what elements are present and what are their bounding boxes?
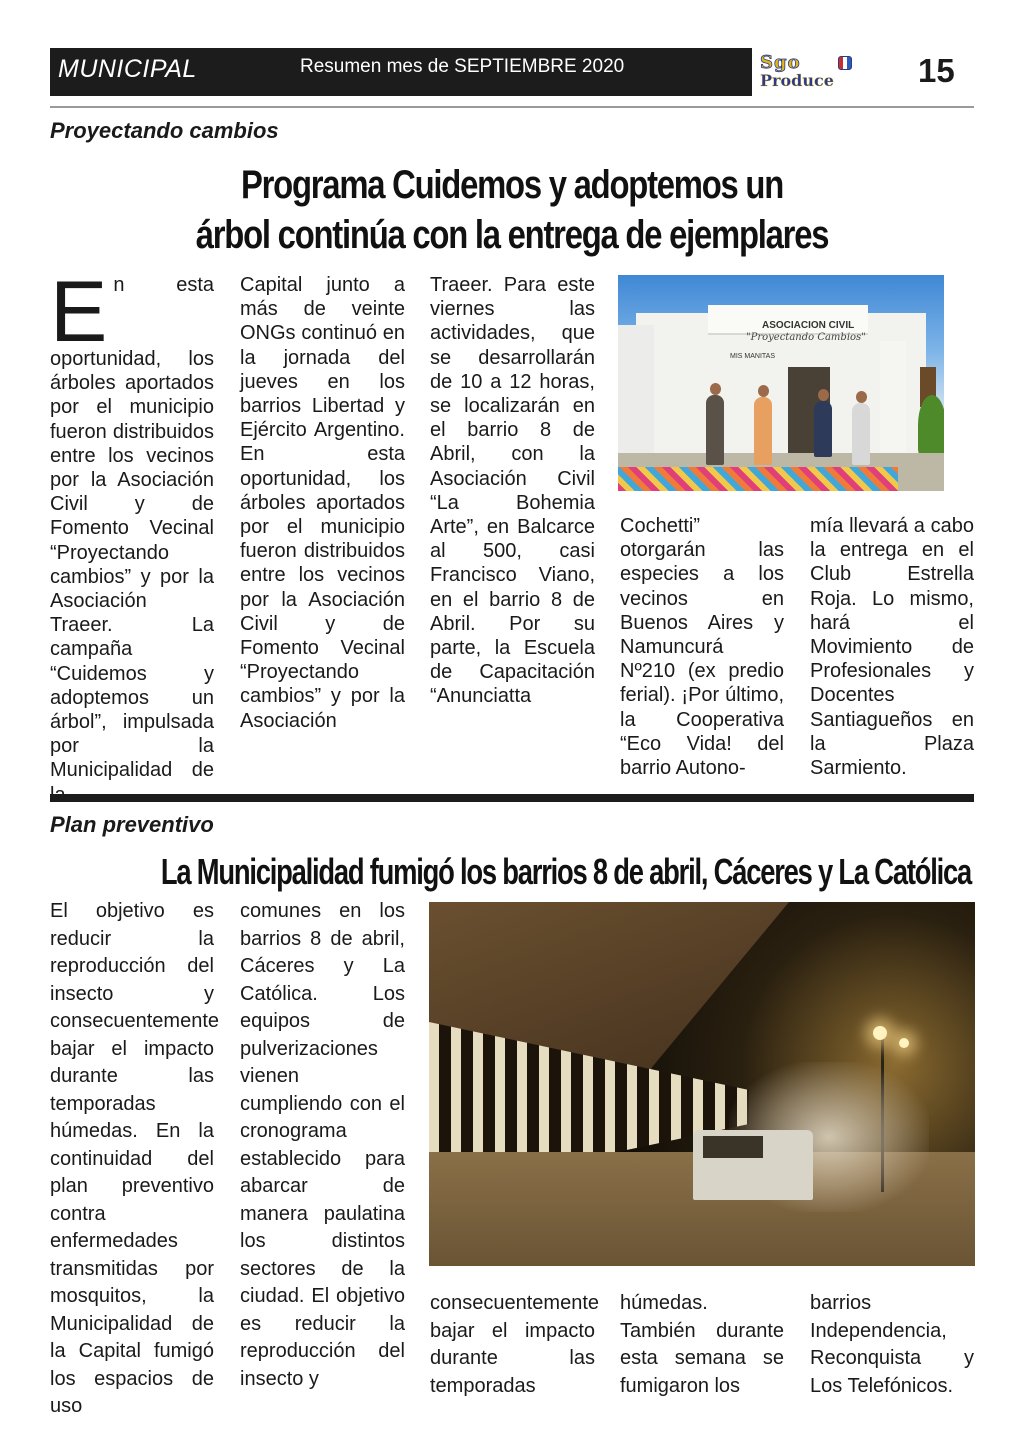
article2-column-4 xyxy=(620,1290,784,1400)
article1-column-1 xyxy=(50,264,214,807)
article2-column-2 xyxy=(240,898,405,1393)
article2-col5-text: barrios Independencia, Reconquista y Los Telefónicos. xyxy=(810,1292,974,1397)
article1-kicker: Proyectando cambios xyxy=(50,118,279,143)
photo-sign-asociacion: ASOCIACION CIVIL xyxy=(762,320,855,331)
flag-icon xyxy=(838,56,852,70)
photo-asociacion-civil xyxy=(618,275,944,491)
article2-col1-text: El objetivo es reducir la reproducción del insecto y consecuentemente bajar el impacto durante las temporadas húmedas. En la continuidad del plan preventivo contra enfermedades transmitidas por mosquitos, la Municipalidad de la Capital fumigó los espacios de uso xyxy=(50,900,220,1417)
person-figure xyxy=(706,395,724,465)
article2-column-5 xyxy=(810,1290,974,1400)
article2-column-1 xyxy=(50,898,220,1421)
photo-sign-proyectando: "Proyectando Cambios" xyxy=(746,332,866,343)
logo-text-bottom: Produce xyxy=(760,71,834,90)
article1-headline-line1: Programa Cuidemos y adoptemos un xyxy=(240,163,784,207)
article1-column-2 xyxy=(240,273,405,733)
photo-sign-manitas: MIS MANITAS xyxy=(730,353,775,360)
article2-kicker: Plan preventivo xyxy=(50,812,214,837)
article2-col3-text: consecuentemente bajar el impacto durante las temporadas xyxy=(430,1292,600,1397)
sgo-produce-logo xyxy=(758,52,898,92)
article1-col1-text: n esta oportunidad, los árboles aportados por el municipio fueron distribuidos entre los vecinos por la Asociación Civil y de Fomento Vecinal “Proyectando cambios” y por la Asociación Traeer. La campaña “Cuidemos y adoptemos un árbol”, impulsada por la Municipalidad de xyxy=(50,274,214,782)
article1-dropcap: E xyxy=(50,264,108,360)
person-figure xyxy=(754,397,772,465)
article2-headline: La Municipalidad fumigó los barrios 8 de abril, Cáceres y La Católica xyxy=(160,851,971,892)
person-figure xyxy=(852,403,870,465)
article1-column-5 xyxy=(810,514,974,780)
article1-column-4 xyxy=(620,514,784,780)
article1-headline xyxy=(133,160,891,260)
article1-col5-text: mía llevará a cabo la entrega en el Club Estrella Roja. Lo mismo, hará el Movimiento de Profesionales y Docentes Santiagueños en la Plaza Sarmiento. xyxy=(810,515,974,780)
section-title: MUNICIPAL xyxy=(58,55,197,83)
header-bar xyxy=(50,48,752,96)
article1-column-3 xyxy=(430,273,595,709)
section-divider xyxy=(50,794,974,802)
page-number: 15 xyxy=(918,52,955,89)
logo-text-top: Sgo xyxy=(760,52,801,73)
article1-headline-line2: árbol continúa con la entrega de ejemplares xyxy=(195,213,829,257)
photo-fumigation-truck xyxy=(429,902,975,1266)
streetlight xyxy=(899,1038,909,1048)
article2-col4-text: húmedas. También durante esta semana se fumigaron los xyxy=(620,1292,784,1397)
fumigation-truck xyxy=(693,1130,813,1200)
article1-col2-text: Capital junto a más de veinte ONGs continuó en la jornada del jueves en los barrios Libertad y Ejército Argentino. En esta oportunidad, los árboles aportados por el municipio fueron distribuidos entre los vecinos por la Asociación Civil y de Fomento Vecinal “Proyectando cambios” y por la Asociación xyxy=(240,274,405,732)
article2-col2-text: comunes en los barrios 8 de abril, Cáceres y La Católica. Los equipos de pulverizaciones vienen cumpliendo con el cronograma establecido para abarcar de manera paulatina los distintos sectores de la ciudad. El objetivo es reducir la reproducción del insecto y xyxy=(240,900,405,1390)
article1-col3-text: Traeer. Para este viernes las actividades, que se desarrollarán de 10 a 12 horas, se localizarán en el barrio 8 de Abril, con la Asociación Civil “La Bohemia Arte”, en Balcarce al 500, casi Francisco Viano, en el barrio 8 de Abril. Por su parte, la Escuela de Capacitación “Anunciatta xyxy=(430,274,595,708)
article2-column-3 xyxy=(430,1290,600,1400)
article1-col4-text: Cochetti” otorgarán las especies a los vecinos en Buenos Aires y Namuncurá Nº210 (ex predio ferial). ¡Por último, la Cooperativa “Eco Vida! del barrio Autono- xyxy=(620,515,784,780)
issue-date: Resumen mes de SEPTIEMBRE 2020 xyxy=(300,56,625,77)
streetlight xyxy=(873,1026,887,1040)
header-divider xyxy=(50,106,974,108)
person-figure xyxy=(814,401,832,457)
